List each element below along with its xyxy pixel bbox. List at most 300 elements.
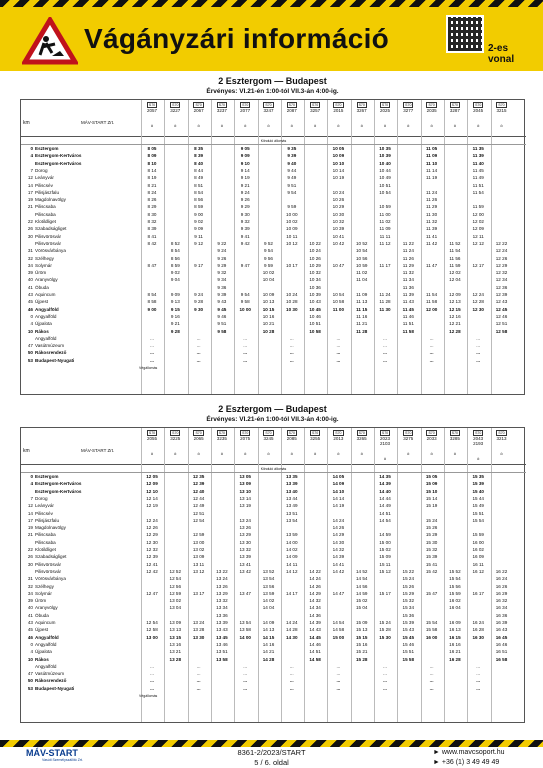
departure-time: 15 43: [402, 627, 415, 633]
departure-time: 12 34: [495, 277, 508, 283]
departure-time: 14 47: [332, 590, 345, 596]
departure-time: 16 46: [495, 641, 508, 647]
timetable-row: [21, 503, 526, 509]
departure-time: 13 22: [216, 568, 228, 574]
train-number: 2077: [240, 108, 251, 113]
departure-time: 14 30: [332, 539, 345, 545]
bicycle-icon: ô: [500, 451, 503, 456]
line-label: 2-es vonal: [488, 43, 515, 65]
departure-time: 12 09: [146, 481, 158, 487]
train-type-badge: S70: [428, 431, 435, 435]
departure-time: 15 45: [402, 634, 415, 640]
departure-time: 9 28: [170, 328, 180, 334]
departure-time: 10 56: [355, 255, 368, 261]
departure-time: 9 00: [194, 211, 204, 217]
departure-time: 15 58: [425, 627, 438, 633]
departure-time: 9 16: [170, 313, 180, 319]
timetable-row: [21, 277, 526, 283]
bicycle-icon: ô: [337, 123, 340, 128]
km-value: 7: [30, 167, 33, 173]
departure-time: 12 36: [495, 284, 508, 290]
station-name: Szabadságliget: [35, 226, 67, 232]
operator-name: MÁV-START Zrt.: [81, 448, 115, 453]
departure-time: 15 35: [472, 474, 484, 479]
station-name: Magdolnavölgy: [35, 197, 66, 203]
departure-time: 14 54: [355, 576, 368, 582]
station-name: Angyalföld: [35, 641, 57, 647]
departure-time: 15 30: [425, 539, 438, 545]
train-type-badge: S70: [335, 431, 342, 435]
train-number: 3235: [216, 436, 227, 441]
departure-time: 10 52: [355, 240, 368, 246]
departure-time: 9 51: [217, 321, 227, 327]
departure-time: ...: [336, 663, 341, 669]
departure-time: 16 11: [472, 561, 484, 567]
timetable-row: [21, 336, 526, 342]
departure-time: 9 39: [287, 153, 297, 159]
departure-time: 14 43: [309, 627, 321, 633]
departure-time: 12 10: [146, 488, 158, 494]
departure-time: 10 54: [332, 292, 345, 297]
timetable-row: [21, 204, 526, 210]
departure-time: 11 32: [426, 219, 438, 224]
timetable-row: [21, 307, 526, 313]
departure-time: 11 35: [472, 146, 484, 151]
departure-time: 13 54: [286, 517, 298, 523]
station-name: Szélhegy: [35, 255, 54, 261]
timetable-row: [21, 547, 526, 553]
km-value: 17: [27, 189, 33, 195]
departure-time: 10 35: [379, 146, 391, 151]
bicycle-icon: ô: [267, 123, 270, 128]
km-value: 0: [30, 474, 33, 479]
departure-time: 15 59: [472, 532, 484, 538]
departure-time: 16 28: [472, 627, 484, 633]
departure-time: 12 16: [449, 313, 461, 319]
departure-time: 9 30: [194, 306, 204, 312]
departure-time: 15 26: [425, 525, 438, 531]
departure-time: ...: [336, 678, 341, 684]
train-number: 2045: [473, 108, 484, 113]
train-number: 2067: [193, 108, 204, 113]
departure-time: 16 00: [472, 539, 484, 545]
train-number: 3237: [216, 108, 227, 113]
departure-time: 14 19: [332, 503, 345, 509]
departure-time: 14 59: [379, 532, 391, 538]
departure-time: 11 43: [402, 299, 414, 305]
departure-time: 8 14: [147, 167, 157, 173]
departure-time: ...: [243, 671, 248, 677]
station-name: Magdolnavölgy: [35, 525, 66, 531]
departure-time: 14 56: [355, 583, 368, 589]
departure-time: 15 12: [379, 568, 391, 574]
departure-time: 14 54: [379, 517, 391, 523]
departure-time: 13 30: [239, 539, 251, 545]
station-name: Újpest: [35, 299, 49, 305]
departure-time: 15 22: [402, 568, 415, 574]
train-column-header: [469, 430, 487, 461]
station-name: Esztergom-Kertváros: [35, 481, 82, 487]
departure-time: 11 26: [426, 197, 438, 203]
departure-time: 8 42: [147, 240, 157, 246]
station-name: Angyalföld: [35, 306, 59, 312]
km-value: 32: [27, 583, 33, 589]
departure-time: 12 49: [192, 503, 205, 509]
departure-time: 16 29: [495, 590, 508, 596]
departure-time: 14 35: [379, 474, 391, 479]
departure-time: 15 39: [472, 481, 484, 487]
km-value: 14: [27, 510, 33, 516]
departure-time: 12 24: [495, 248, 508, 254]
departure-time: 15 09: [379, 554, 391, 560]
operator-name: MÁV-START Zrt.: [81, 120, 115, 125]
departure-time: 9 02: [170, 270, 180, 276]
timetable-row: [21, 329, 526, 335]
station-name: Budapest-Nyugati: [35, 685, 75, 691]
station-name: Aquincum: [35, 292, 56, 297]
train-type-badge: S70: [381, 103, 389, 107]
km-value: 43: [27, 620, 33, 625]
bicycle-icon: ô: [407, 451, 410, 456]
departure-time: ...: [476, 357, 481, 363]
km-value: 45: [27, 627, 33, 633]
station-name: Klotildliget: [35, 547, 56, 552]
departure-time: 11 00: [379, 211, 391, 217]
departure-time: 12 39: [146, 554, 158, 560]
departure-time: 14 14: [332, 495, 345, 501]
bicycle-icon: ô: [244, 451, 247, 456]
departure-time: 8 51: [194, 182, 204, 188]
departure-time: 13 26: [216, 583, 228, 589]
timetable-row: [21, 343, 526, 349]
departure-time: 9 45: [217, 306, 227, 312]
departure-time: 13 45: [216, 634, 228, 640]
timetable-row: [21, 576, 526, 582]
departure-time: 15 30: [379, 634, 391, 640]
departure-time: 8 30: [147, 211, 157, 217]
departure-time: ...: [336, 685, 341, 691]
km-value: 34: [27, 262, 33, 268]
timetable-row: [21, 540, 526, 546]
departure-time: 15 14: [425, 495, 438, 501]
departure-time: 16 43: [495, 627, 508, 633]
timetable-row: [21, 314, 526, 320]
station-name: Piliscsaba: [35, 539, 56, 545]
km-value: 41: [27, 284, 33, 290]
station-name: Vörösvárbánya: [35, 248, 66, 254]
departure-time: 9 32: [240, 219, 250, 224]
departure-time: 9 26: [240, 197, 250, 203]
departure-time: 8 40: [194, 160, 204, 166]
station-name: Vörösvárbánya: [35, 576, 66, 582]
km-header: km: [23, 120, 30, 126]
station-name: Rákos: [35, 328, 49, 334]
departure-time: 10 02: [262, 270, 275, 276]
departure-time: 15 59: [449, 590, 461, 596]
departure-time: 9 28: [194, 299, 204, 305]
station-name: Piliscsaba: [35, 204, 56, 210]
train-number: 3227: [170, 108, 181, 113]
departure-time: 15 17: [379, 590, 391, 596]
departure-time: 15 41: [425, 561, 438, 567]
departure-time: 14 51: [309, 649, 321, 655]
departure-time: 15 13: [355, 627, 368, 633]
departure-time: ...: [476, 343, 481, 349]
bicycle-icon: ô: [244, 123, 247, 128]
departure-time: 11 42: [426, 240, 438, 246]
departure-time: ...: [429, 343, 434, 349]
departure-time: 10 40: [379, 160, 391, 166]
departure-time: 13 19: [239, 503, 251, 509]
departure-time: 14 15: [262, 634, 275, 640]
departure-time: 13 17: [192, 590, 205, 596]
departure-time: 12 32: [495, 270, 508, 276]
timetable-row: [21, 511, 526, 517]
departure-time: 12 15: [449, 306, 461, 312]
departure-time: 11 30: [379, 306, 391, 312]
departure-time: 16 58: [495, 656, 508, 662]
departure-time: ...: [429, 335, 434, 341]
train-number: 2065: [193, 436, 204, 441]
timetable-row: [21, 642, 526, 648]
train-column-header: [236, 430, 254, 456]
departure-time: 8 47: [147, 262, 157, 268]
train-number: 3245: [263, 436, 274, 441]
departure-time: 8 44: [194, 167, 204, 173]
departure-time: 15 44: [472, 495, 484, 501]
departure-time: 11 51: [402, 321, 414, 327]
departure-time: 8 35: [194, 146, 204, 151]
departure-time: 10 30: [332, 211, 345, 217]
station-name: Újpalota: [35, 321, 52, 327]
station-name: Aquincum: [35, 620, 56, 625]
timetable-row: [21, 168, 526, 174]
departure-time: 16 09: [472, 554, 484, 560]
departure-time: 10 39: [379, 153, 391, 159]
terminus-note: Végállomás: [139, 366, 158, 370]
departure-time: 15 00: [332, 634, 345, 640]
station-name: Pilisjászfalu: [35, 189, 59, 195]
departure-time: ...: [243, 335, 248, 341]
departure-time: 12 04: [449, 277, 461, 283]
departure-time: 16 21: [449, 649, 461, 655]
departure-time: 12 00: [425, 306, 438, 312]
departure-time: 9 04: [170, 277, 180, 283]
departure-time: 13 09: [239, 481, 251, 487]
departure-time: 12 09: [472, 226, 484, 232]
departure-time: 9 00: [147, 306, 157, 312]
km-value: 46: [27, 634, 33, 640]
timetable-row: [21, 350, 526, 356]
station-name: Solymár: [35, 590, 52, 596]
departure-time: 16 22: [495, 568, 508, 574]
km-value: 34: [27, 590, 33, 596]
departure-time: 8 26: [147, 197, 157, 203]
departure-time: 10 04: [262, 277, 275, 283]
departure-time: 12 21: [449, 321, 461, 327]
station-name: Angyalföld: [35, 335, 57, 341]
train-type-badge: S70: [242, 431, 249, 435]
departure-time: 15 11: [379, 561, 391, 567]
bicycle-icon: ô: [453, 451, 456, 456]
departure-time: 13 24: [192, 620, 205, 625]
website-link[interactable]: www.mavcsoport.hu: [441, 749, 505, 756]
departure-time: 16 24: [472, 620, 484, 625]
departure-time: 9 39: [240, 226, 250, 232]
departure-time: 12 59: [192, 532, 205, 538]
train-type-badge: S70: [311, 103, 319, 107]
station-name: Klotildliget: [35, 219, 56, 224]
train-number: 2035: [426, 108, 437, 113]
departure-time: 8 54: [194, 189, 204, 195]
departure-time: 15 24: [379, 620, 391, 625]
departure-time: 13 05: [239, 474, 251, 479]
departure-time: 11 05: [425, 146, 438, 151]
departure-time: 8 59: [194, 204, 204, 210]
km-value: 4: [30, 649, 33, 655]
departure-time: 9 13: [170, 299, 180, 305]
departure-time: 10 14: [332, 167, 345, 173]
departure-time: ...: [150, 357, 154, 363]
train-column-header: [306, 102, 324, 128]
departure-time: 8 05: [147, 146, 157, 151]
departure-time: 14 29: [309, 590, 321, 596]
departure-time: 12 40: [192, 488, 205, 494]
departure-time: ...: [150, 678, 154, 684]
timetable-row: [21, 598, 526, 604]
departure-time: 11 04: [356, 277, 368, 283]
departure-time: 10 15: [262, 306, 275, 312]
roadworks-sign-icon: [22, 17, 78, 65]
station-name: Szélhegy: [35, 583, 54, 589]
departure-time: 13 56: [262, 583, 275, 589]
km-value: 46: [27, 306, 33, 312]
departure-time: 14 45: [309, 634, 321, 640]
train-column-header: [260, 102, 278, 128]
departure-time: 15 09: [355, 620, 368, 625]
bicycle-icon: ô: [453, 123, 456, 128]
train-number: 2057: [146, 108, 157, 113]
departure-time: 12 54: [169, 576, 182, 582]
station-name: Piliscsaba: [35, 532, 56, 538]
train-number: 3257: [310, 108, 321, 113]
km-value: 47: [27, 343, 33, 349]
departure-time: 14 04: [262, 605, 275, 611]
departure-time: ...: [289, 357, 294, 363]
departure-time: 10 54: [379, 189, 391, 195]
departure-time: 13 28: [169, 656, 182, 662]
departure-time: 12 39: [192, 481, 205, 487]
train-column-header: [329, 430, 347, 456]
departure-time: ...: [476, 335, 481, 341]
train-type-badge: S70: [265, 431, 272, 435]
departure-time: 12 43: [495, 299, 508, 305]
departure-time: 14 05: [332, 474, 345, 479]
departure-time: 10 45: [309, 306, 321, 312]
timetable-row: [21, 532, 526, 538]
departure-time: 10 47: [332, 262, 345, 268]
departure-time: 10 26: [332, 197, 345, 203]
departure-time: ...: [196, 350, 201, 356]
departure-time: 12 14: [146, 495, 158, 501]
departure-time: 9 17: [194, 262, 204, 268]
departure-time: 13 00: [146, 634, 158, 640]
train-column-header: [283, 102, 301, 128]
departure-time: 12 54: [146, 620, 158, 625]
km-value: 10: [27, 328, 33, 334]
departure-time: 10 54: [355, 248, 368, 254]
departure-time: ...: [476, 678, 481, 684]
departure-time: 14 39: [379, 481, 391, 487]
departure-time: 11 40: [472, 160, 484, 166]
departure-time: 13 00: [192, 539, 205, 545]
train-column-header: [213, 102, 231, 128]
departure-time: 10 30: [286, 306, 298, 312]
timetable-row: [21, 292, 526, 298]
departure-time: ...: [150, 343, 154, 349]
departure-time: ...: [476, 685, 481, 691]
km-value: 21: [27, 204, 33, 210]
departure-time: 12 29: [495, 262, 508, 268]
departure-time: 15 47: [425, 590, 438, 596]
departure-time: 9 32: [217, 270, 227, 276]
departure-time: 16 09: [449, 620, 461, 625]
timetable-row: [21, 518, 526, 524]
departure-time: 14 28: [262, 656, 275, 662]
km-value: 32: [27, 255, 33, 261]
departure-time: ...: [336, 343, 341, 349]
train-column-header: [143, 430, 161, 456]
departure-time: 13 11: [193, 561, 205, 567]
departure-time: 12 54: [192, 517, 205, 523]
departure-time: 9 56: [264, 255, 273, 261]
departure-time: ...: [429, 350, 434, 356]
departure-time: 13 30: [192, 634, 205, 640]
bicycle-icon: ô: [360, 123, 363, 128]
km-value: 22: [27, 547, 33, 552]
timetable-row: [21, 161, 526, 167]
departure-time: 12 51: [192, 510, 205, 516]
train-type-badge: S70: [172, 431, 179, 435]
departure-time: ...: [336, 335, 341, 341]
departure-time: 11 24: [426, 189, 438, 195]
departure-time: 9 22: [217, 240, 227, 246]
departure-time: 15 00: [379, 539, 391, 545]
departure-time: 14 09: [262, 620, 275, 625]
train-type-badge: S70: [475, 431, 482, 435]
departure-time: 16 02: [449, 598, 461, 604]
km-value: 39: [27, 270, 33, 276]
page-footer: [0, 748, 543, 768]
departure-time: 15 46: [402, 641, 415, 647]
departure-time: 12 58: [495, 328, 508, 334]
departure-time: 9 02: [194, 219, 204, 224]
timetable-row: [21, 285, 526, 291]
departure-time: 11 26: [402, 255, 414, 261]
departure-time: ...: [383, 678, 387, 684]
timetable-row: [21, 686, 526, 692]
departure-time: 12 58: [146, 627, 158, 633]
departure-time: 12 19: [146, 503, 158, 509]
bicycle-icon: ô: [174, 123, 177, 128]
departure-time: 13 36: [216, 612, 228, 618]
departure-time: 13 58: [216, 656, 228, 662]
departure-time: 11 39: [402, 292, 414, 297]
departure-time: 10 51: [379, 182, 391, 188]
train-column-header: [423, 430, 441, 456]
departure-time: 9 15: [170, 306, 180, 312]
departure-time: 14 59: [355, 590, 368, 596]
